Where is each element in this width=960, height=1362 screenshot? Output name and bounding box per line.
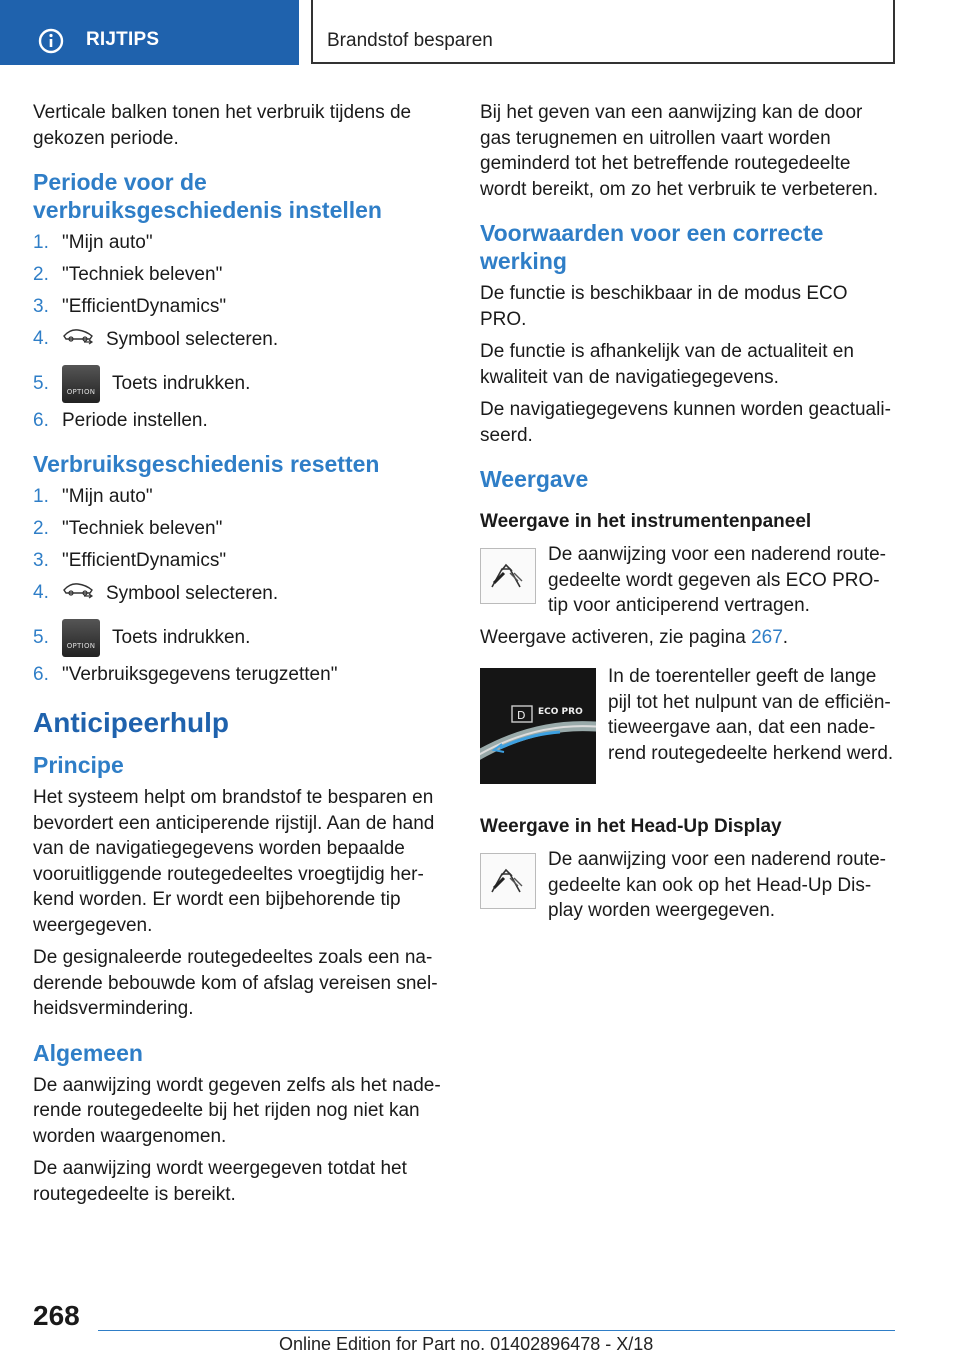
gauge-text: In de toerenteller geeft de lange pijl tot het nulpunt van de efficiëntieweergave aan, dat een naderend routegedeelte herkend werd. (608, 666, 894, 764)
list-item: 6. Periode instellen. (33, 409, 208, 431)
heading-voorwaarden: Voorwaarden voor een correcte werking (480, 220, 824, 274)
right-intro-paragraph: Bij het geven van een aanwijzing kan de door gas terugnemen en uitrollen vaart worden geminderd tot het betreffende routegedeelte wordt bereikt, om zo het verbruik te verbeteren. (480, 102, 879, 200)
footer-divider (98, 1330, 895, 1331)
section-label: RIJTIPS (86, 29, 160, 50)
heading-periode: Periode voor de verbruiksgeschiedenis instellen (33, 169, 382, 223)
heading-algemeen: Algemeen (33, 1039, 143, 1066)
instrument-text: De aanwijzing voor een naderend routegedeelte wordt gegeven als ECO PRO-tip voor anticiperend vertragen. (548, 544, 886, 616)
voorwaarden-paragraph-2: De functie is afhankelijk van de actualiteit en kwaliteit van de navigatiegegevens. (480, 341, 854, 388)
heading-weergave: Weergave (480, 466, 589, 492)
page-number: 268 (33, 1300, 80, 1331)
algemeen-paragraph-2: De aanwijzing wordt weergegeven totdat het routegedeelte is bereikt. (33, 1158, 407, 1205)
heading-reset: Verbruiksgeschiedenis resetten (33, 451, 380, 477)
section-tab (0, 0, 299, 65)
list-item: 2. "Techniek beleven" (33, 518, 223, 539)
chapter-header (311, 0, 895, 64)
heading-principe: Principe (33, 752, 124, 778)
list-item: 3. "EfficientDynamics" (33, 296, 227, 317)
list-item: 4. Symbool selecteren. (33, 326, 443, 354)
heading-head-up-display: Weergave in het Head-Up Display (480, 816, 782, 837)
heading-instrumentenpaneel: Weergave in het instrumentenpaneel (480, 511, 812, 532)
left-column (33, 100, 443, 1214)
right-column (480, 100, 898, 930)
chapter-title: Brandstof besparen (327, 30, 493, 51)
list-item: 1. "Mijn auto" (33, 486, 153, 507)
road-warning-icon (480, 853, 536, 909)
list-item: 4. Symbool selecteren. (33, 580, 443, 608)
option-button-icon: OPTION (62, 365, 100, 403)
list-item: 5. OPTION Toets indrukken. (33, 616, 443, 660)
hud-figure-row (480, 847, 898, 924)
list-item: 5. OPTION Toets indrukken. (33, 362, 443, 406)
option-button-icon: OPTION (62, 619, 100, 657)
intro-paragraph: Verticale balken tonen het verbruik tijdens de gekozen periode. (33, 102, 412, 149)
principe-paragraph-1: Het systeem helpt om brandstof te besparen en bevordert een anticiperende rijstijl. Aan de hand van de navigatiegegevens worden bepaalde vooruitliggende routegedeeltes vroegtijdig herkend worden. Er wordt een bijbehorende tip weergegeven. (33, 787, 435, 936)
steps-reset (33, 484, 443, 687)
instrument-figure-row (480, 542, 898, 619)
list-item: 1. "Mijn auto" (33, 232, 153, 253)
car-symbol-icon (62, 326, 94, 354)
algemeen-paragraph-1: De aanwijzing wordt gegeven zelfs als het naderende routegedeelte bij het rijden nog niet kan worden waargenomen. (33, 1074, 441, 1147)
tachometer-gauge-image (480, 668, 596, 784)
list-item: 6. "Verbruiksgegevens terugzetten" (33, 663, 338, 685)
footer-edition: Online Edition for Part no. 01402896478 - X/18 (279, 1334, 654, 1354)
hud-text: De aanwijzing voor een naderend routegedeelte kan ook op het Head-Up Display worden weergegeven. (548, 849, 886, 921)
info-icon (38, 28, 64, 59)
car-symbol-icon (62, 580, 94, 608)
voorwaarden-paragraph-1: De functie is beschikbaar in de modus ECO PRO. (480, 283, 848, 330)
steps-periode (33, 230, 443, 433)
road-warning-icon (480, 548, 536, 604)
principe-paragraph-2: De gesignaleerde routegedeeltes zoals een naderende bebouwde kom of afslag vereisen snelheidsvermindering. (33, 947, 438, 1019)
gauge-figure-row (480, 664, 898, 784)
activeren-line: Weergave activeren, zie pagina 267. (480, 626, 789, 648)
heading-anticipeerhulp: Anticipeerhulp (33, 707, 230, 738)
list-item: 3. "EfficientDynamics" (33, 550, 227, 571)
gauge-gear-label: D (517, 709, 526, 722)
page-link-267[interactable]: 267 (751, 626, 783, 648)
list-item: 2. "Techniek beleven" (33, 264, 223, 285)
voorwaarden-paragraph-3: De navigatiegegevens kunnen worden geactualiseerd. (480, 399, 891, 446)
gauge-mode-label: ECO PRO (538, 707, 583, 717)
